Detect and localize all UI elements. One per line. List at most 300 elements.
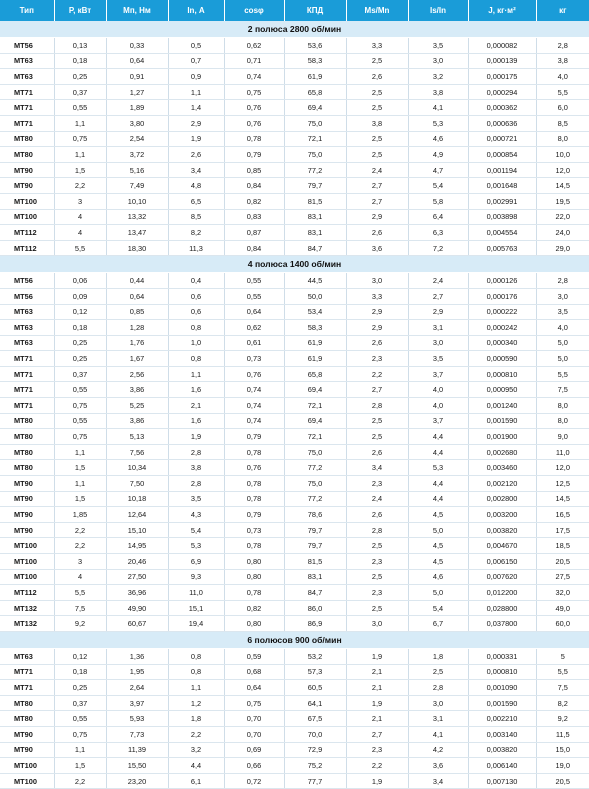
cell-torque-ratio: 2,9 [346, 209, 408, 225]
cell-torque-ratio: 2,1 [346, 711, 408, 727]
table-row [0, 460, 589, 476]
cell-power: 5,5 [54, 585, 106, 601]
cell-torque: 3,80 [106, 115, 168, 131]
cell-current-ratio: 6,4 [408, 209, 468, 225]
cell-current: 0,9 [168, 69, 224, 85]
table-row [0, 554, 589, 570]
cell-current-ratio: 4,5 [408, 507, 468, 523]
cell-type: МТ63 [0, 69, 54, 85]
table-row [0, 600, 589, 616]
cell-power: 0,09 [54, 288, 106, 304]
cell-mass: 5,5 [536, 366, 589, 382]
cell-cosphi: 0,78 [224, 131, 284, 147]
cell-mass: 4,0 [536, 320, 589, 336]
cell-type: МТ90 [0, 726, 54, 742]
section-header-row [0, 256, 589, 273]
cell-efficiency: 58,3 [284, 53, 346, 69]
cell-cosphi: 0,80 [224, 554, 284, 570]
cell-torque: 0,85 [106, 304, 168, 320]
cell-mass: 9,2 [536, 711, 589, 727]
cell-torque-ratio: 1,9 [346, 695, 408, 711]
cell-inertia: 0,001090 [468, 680, 536, 696]
cell-current: 2,8 [168, 444, 224, 460]
cell-current-ratio: 7,2 [408, 240, 468, 256]
cell-efficiency: 81,5 [284, 554, 346, 570]
cell-current-ratio: 3,1 [408, 711, 468, 727]
table-row [0, 680, 589, 696]
cell-torque: 36,96 [106, 585, 168, 601]
cell-inertia: 0,000331 [468, 648, 536, 664]
cell-type: МТ90 [0, 476, 54, 492]
cell-inertia: 0,000636 [468, 115, 536, 131]
cell-torque-ratio: 2,5 [346, 84, 408, 100]
cell-mass: 3,8 [536, 53, 589, 69]
column-header-efficiency: КПД [284, 0, 346, 21]
cell-power: 0,25 [54, 351, 106, 367]
table-row [0, 69, 589, 85]
cell-type: МТ80 [0, 147, 54, 163]
table-row [0, 413, 589, 429]
cell-efficiency: 69,4 [284, 413, 346, 429]
cell-power: 0,18 [54, 664, 106, 680]
cell-torque-ratio: 2,6 [346, 225, 408, 241]
table-row [0, 758, 589, 774]
cell-mass: 4,0 [536, 69, 589, 85]
cell-current: 1,6 [168, 382, 224, 398]
cell-efficiency: 79,7 [284, 178, 346, 194]
cell-efficiency: 77,2 [284, 162, 346, 178]
table-row [0, 616, 589, 632]
cell-type: МТ90 [0, 178, 54, 194]
cell-torque: 18,30 [106, 240, 168, 256]
cell-inertia: 0,000810 [468, 366, 536, 382]
cell-mass: 27,5 [536, 569, 589, 585]
column-header-mass: кг [536, 0, 589, 21]
cell-power: 3 [54, 193, 106, 209]
cell-inertia: 0,004554 [468, 225, 536, 241]
table-row [0, 491, 589, 507]
cell-cosphi: 0,78 [224, 444, 284, 460]
cell-current-ratio: 4,0 [408, 398, 468, 414]
cell-torque-ratio: 2,3 [346, 476, 408, 492]
cell-cosphi: 0,71 [224, 53, 284, 69]
cell-cosphi: 0,78 [224, 491, 284, 507]
cell-inertia: 0,003460 [468, 460, 536, 476]
cell-power: 0,12 [54, 304, 106, 320]
cell-inertia: 0,001590 [468, 413, 536, 429]
column-header-torque: Mп, Нм [106, 0, 168, 21]
cell-type: МТ71 [0, 351, 54, 367]
cell-mass: 20,5 [536, 554, 589, 570]
cell-current-ratio: 5,4 [408, 178, 468, 194]
cell-cosphi: 0,80 [224, 569, 284, 585]
cell-power: 0,75 [54, 429, 106, 445]
cell-torque-ratio: 2,3 [346, 351, 408, 367]
table-row [0, 476, 589, 492]
table-row [0, 444, 589, 460]
cell-current: 0,8 [168, 664, 224, 680]
cell-current: 2,6 [168, 147, 224, 163]
table-row [0, 38, 589, 54]
cell-type: МТ100 [0, 538, 54, 554]
cell-inertia: 0,006140 [468, 758, 536, 774]
cell-torque-ratio: 3,3 [346, 288, 408, 304]
cell-efficiency: 44,5 [284, 273, 346, 289]
cell-mass: 16,5 [536, 507, 589, 523]
cell-type: МТ56 [0, 288, 54, 304]
cell-torque: 20,46 [106, 554, 168, 570]
cell-current: 19,4 [168, 616, 224, 632]
cell-inertia: 0,002800 [468, 491, 536, 507]
cell-current: 8,5 [168, 209, 224, 225]
cell-efficiency: 83,1 [284, 209, 346, 225]
cell-torque-ratio: 2,6 [346, 69, 408, 85]
cell-cosphi: 0,76 [224, 366, 284, 382]
cell-cosphi: 0,74 [224, 413, 284, 429]
cell-current-ratio: 3,5 [408, 38, 468, 54]
cell-torque-ratio: 3,4 [346, 460, 408, 476]
table-row [0, 273, 589, 289]
cell-torque-ratio: 2,7 [346, 382, 408, 398]
cell-current: 1,9 [168, 429, 224, 445]
cell-efficiency: 60,5 [284, 680, 346, 696]
cell-cosphi: 0,84 [224, 178, 284, 194]
cell-torque: 0,64 [106, 288, 168, 304]
cell-type: МТ100 [0, 758, 54, 774]
cell-cosphi: 0,68 [224, 664, 284, 680]
cell-current: 2,1 [168, 398, 224, 414]
cell-inertia: 0,003820 [468, 522, 536, 538]
cell-power: 2,2 [54, 178, 106, 194]
cell-torque-ratio: 2,5 [346, 100, 408, 116]
cell-efficiency: 79,7 [284, 522, 346, 538]
cell-current: 5,3 [168, 538, 224, 554]
cell-torque: 0,44 [106, 273, 168, 289]
column-header-current-ratio: Is/In [408, 0, 468, 21]
cell-torque-ratio: 2,5 [346, 131, 408, 147]
cell-torque-ratio: 3,3 [346, 38, 408, 54]
cell-current: 1,1 [168, 366, 224, 382]
cell-current: 2,8 [168, 476, 224, 492]
cell-torque: 2,54 [106, 131, 168, 147]
cell-mass: 7,5 [536, 680, 589, 696]
cell-type: МТ132 [0, 616, 54, 632]
cell-type: МТ71 [0, 100, 54, 116]
cell-inertia: 0,000175 [468, 69, 536, 85]
cell-current-ratio: 4,4 [408, 429, 468, 445]
cell-torque: 7,56 [106, 444, 168, 460]
column-header-inertia: J, кг·м² [468, 0, 536, 21]
cell-cosphi: 0,74 [224, 382, 284, 398]
cell-power: 0,75 [54, 131, 106, 147]
cell-type: МТ80 [0, 131, 54, 147]
column-header-cosphi: cosφ [224, 0, 284, 21]
cell-power: 9,2 [54, 616, 106, 632]
cell-efficiency: 83,1 [284, 225, 346, 241]
cell-current: 3,5 [168, 491, 224, 507]
cell-cosphi: 0,79 [224, 147, 284, 163]
cell-mass: 8,5 [536, 115, 589, 131]
cell-current-ratio: 4,1 [408, 726, 468, 742]
cell-power: 1,5 [54, 162, 106, 178]
column-header-torque-ratio: Ms/Mn [346, 0, 408, 21]
cell-current-ratio: 2,9 [408, 304, 468, 320]
cell-power: 1,1 [54, 444, 106, 460]
cell-mass: 19,5 [536, 193, 589, 209]
cell-efficiency: 77,2 [284, 460, 346, 476]
cell-power: 5,5 [54, 240, 106, 256]
cell-torque-ratio: 2,5 [346, 538, 408, 554]
cell-torque: 10,10 [106, 193, 168, 209]
table-row [0, 429, 589, 445]
cell-efficiency: 79,7 [284, 538, 346, 554]
cell-current-ratio: 2,5 [408, 664, 468, 680]
cell-torque: 15,50 [106, 758, 168, 774]
cell-torque: 3,86 [106, 382, 168, 398]
cell-torque-ratio: 2,4 [346, 491, 408, 507]
cell-torque-ratio: 2,2 [346, 366, 408, 382]
cell-efficiency: 75,0 [284, 476, 346, 492]
cell-current: 3,4 [168, 162, 224, 178]
cell-type: МТ63 [0, 304, 54, 320]
cell-current-ratio: 3,6 [408, 758, 468, 774]
cell-torque: 60,67 [106, 616, 168, 632]
cell-type: МТ71 [0, 366, 54, 382]
cell-cosphi: 0,69 [224, 742, 284, 758]
cell-type: МТ112 [0, 585, 54, 601]
cell-current-ratio: 4,1 [408, 100, 468, 116]
cell-torque: 11,39 [106, 742, 168, 758]
cell-cosphi: 0,70 [224, 726, 284, 742]
cell-mass: 3,0 [536, 288, 589, 304]
column-header-current: In, А [168, 0, 224, 21]
cell-current-ratio: 3,4 [408, 773, 468, 789]
cell-power: 0,18 [54, 320, 106, 336]
cell-inertia: 0,005763 [468, 240, 536, 256]
cell-efficiency: 58,3 [284, 320, 346, 336]
table-row [0, 288, 589, 304]
cell-efficiency: 67,5 [284, 711, 346, 727]
table-body [0, 21, 589, 789]
cell-current-ratio: 3,7 [408, 366, 468, 382]
cell-inertia: 0,037800 [468, 616, 536, 632]
cell-torque: 13,32 [106, 209, 168, 225]
cell-efficiency: 86,9 [284, 616, 346, 632]
cell-type: МТ80 [0, 695, 54, 711]
cell-current-ratio: 4,4 [408, 476, 468, 492]
cell-current: 6,5 [168, 193, 224, 209]
cell-mass: 5 [536, 648, 589, 664]
table-row [0, 304, 589, 320]
table-row [0, 398, 589, 414]
cell-inertia: 0,000082 [468, 38, 536, 54]
cell-cosphi: 0,87 [224, 225, 284, 241]
cell-current: 1,9 [168, 131, 224, 147]
table-row [0, 522, 589, 538]
table-row [0, 695, 589, 711]
cell-torque-ratio: 2,7 [346, 178, 408, 194]
cell-inertia: 0,012200 [468, 585, 536, 601]
cell-cosphi: 0,62 [224, 320, 284, 336]
table-row [0, 382, 589, 398]
cell-mass: 14,5 [536, 491, 589, 507]
cell-type: МТ80 [0, 413, 54, 429]
cell-mass: 5,5 [536, 664, 589, 680]
table-row [0, 648, 589, 664]
cell-torque-ratio: 2,9 [346, 320, 408, 336]
cell-inertia: 0,000222 [468, 304, 536, 320]
cell-cosphi: 0,82 [224, 600, 284, 616]
cell-inertia: 0,000294 [468, 84, 536, 100]
cell-type: МТ63 [0, 335, 54, 351]
section-header-row [0, 631, 589, 648]
cell-torque: 12,64 [106, 507, 168, 523]
cell-mass: 7,5 [536, 382, 589, 398]
cell-current: 1,4 [168, 100, 224, 116]
cell-mass: 32,0 [536, 585, 589, 601]
cell-power: 4 [54, 569, 106, 585]
cell-torque-ratio: 3,0 [346, 616, 408, 632]
table-row [0, 178, 589, 194]
cell-torque-ratio: 2,5 [346, 569, 408, 585]
cell-cosphi: 0,83 [224, 209, 284, 225]
cell-efficiency: 86,0 [284, 600, 346, 616]
cell-torque-ratio: 2,6 [346, 444, 408, 460]
cell-torque: 1,89 [106, 100, 168, 116]
cell-torque: 7,49 [106, 178, 168, 194]
cell-current-ratio: 3,1 [408, 320, 468, 336]
cell-mass: 17,5 [536, 522, 589, 538]
cell-torque: 7,50 [106, 476, 168, 492]
table-row [0, 585, 589, 601]
cell-torque-ratio: 2,8 [346, 522, 408, 538]
cell-mass: 49,0 [536, 600, 589, 616]
cell-power: 0,06 [54, 273, 106, 289]
cell-torque: 15,10 [106, 522, 168, 538]
cell-cosphi: 0,74 [224, 398, 284, 414]
cell-efficiency: 75,2 [284, 758, 346, 774]
cell-mass: 2,8 [536, 38, 589, 54]
cell-power: 0,37 [54, 366, 106, 382]
cell-efficiency: 72,1 [284, 429, 346, 445]
cell-power: 1,1 [54, 476, 106, 492]
section-header-row [0, 21, 589, 38]
cell-cosphi: 0,75 [224, 84, 284, 100]
cell-inertia: 0,000721 [468, 131, 536, 147]
cell-current: 1,1 [168, 84, 224, 100]
cell-torque: 1,67 [106, 351, 168, 367]
cell-torque: 2,64 [106, 680, 168, 696]
cell-current: 4,3 [168, 507, 224, 523]
cell-type: МТ63 [0, 320, 54, 336]
cell-efficiency: 50,0 [284, 288, 346, 304]
cell-efficiency: 78,6 [284, 507, 346, 523]
cell-power: 1,5 [54, 491, 106, 507]
cell-mass: 8,0 [536, 413, 589, 429]
cell-torque: 0,91 [106, 69, 168, 85]
cell-power: 0,55 [54, 413, 106, 429]
cell-current: 11,0 [168, 585, 224, 601]
cell-power: 4 [54, 225, 106, 241]
cell-power: 0,37 [54, 84, 106, 100]
cell-cosphi: 0,84 [224, 240, 284, 256]
cell-mass: 18,5 [536, 538, 589, 554]
cell-current-ratio: 3,2 [408, 69, 468, 85]
cell-torque-ratio: 2,2 [346, 758, 408, 774]
cell-current: 2,2 [168, 726, 224, 742]
cell-inertia: 0,000242 [468, 320, 536, 336]
cell-cosphi: 0,70 [224, 711, 284, 727]
cell-current-ratio: 5,0 [408, 585, 468, 601]
cell-current: 1,8 [168, 711, 224, 727]
table-row [0, 726, 589, 742]
cell-torque-ratio: 2,1 [346, 664, 408, 680]
cell-type: МТ90 [0, 507, 54, 523]
table-row [0, 366, 589, 382]
cell-type: МТ71 [0, 84, 54, 100]
cell-power: 0,55 [54, 382, 106, 398]
cell-mass: 6,0 [536, 100, 589, 116]
cell-cosphi: 0,79 [224, 507, 284, 523]
cell-torque: 7,73 [106, 726, 168, 742]
cell-mass: 22,0 [536, 209, 589, 225]
cell-type: МТ100 [0, 773, 54, 789]
cell-mass: 3,5 [536, 304, 589, 320]
cell-current: 0,6 [168, 288, 224, 304]
cell-current-ratio: 3,5 [408, 351, 468, 367]
cell-cosphi: 0,78 [224, 538, 284, 554]
cell-efficiency: 72,9 [284, 742, 346, 758]
cell-current: 15,1 [168, 600, 224, 616]
cell-cosphi: 0,76 [224, 115, 284, 131]
cell-current: 0,7 [168, 53, 224, 69]
cell-current-ratio: 4,9 [408, 147, 468, 163]
cell-current: 5,4 [168, 522, 224, 538]
cell-cosphi: 0,76 [224, 100, 284, 116]
cell-cosphi: 0,61 [224, 335, 284, 351]
cell-type: МТ80 [0, 429, 54, 445]
cell-torque-ratio: 2,5 [346, 147, 408, 163]
cell-cosphi: 0,79 [224, 429, 284, 445]
cell-inertia: 0,000950 [468, 382, 536, 398]
cell-efficiency: 72,1 [284, 131, 346, 147]
cell-torque: 23,20 [106, 773, 168, 789]
cell-torque-ratio: 2,7 [346, 193, 408, 209]
cell-efficiency: 81,5 [284, 193, 346, 209]
cell-cosphi: 0,82 [224, 193, 284, 209]
cell-torque: 2,56 [106, 366, 168, 382]
cell-efficiency: 72,1 [284, 398, 346, 414]
cell-type: МТ63 [0, 648, 54, 664]
cell-power: 0,12 [54, 648, 106, 664]
cell-torque-ratio: 3,8 [346, 115, 408, 131]
section-title: 2 полюса 2800 об/мин [0, 21, 589, 38]
cell-cosphi: 0,75 [224, 695, 284, 711]
cell-power: 0,75 [54, 726, 106, 742]
cell-torque: 5,93 [106, 711, 168, 727]
cell-type: МТ80 [0, 460, 54, 476]
cell-inertia: 0,000126 [468, 273, 536, 289]
cell-current: 1,0 [168, 335, 224, 351]
cell-efficiency: 84,7 [284, 240, 346, 256]
cell-power: 0,55 [54, 711, 106, 727]
cell-inertia: 0,007130 [468, 773, 536, 789]
cell-torque: 13,47 [106, 225, 168, 241]
cell-current-ratio: 3,8 [408, 84, 468, 100]
cell-inertia: 0,003140 [468, 726, 536, 742]
column-header-type: Тип [0, 0, 54, 21]
table-row [0, 538, 589, 554]
